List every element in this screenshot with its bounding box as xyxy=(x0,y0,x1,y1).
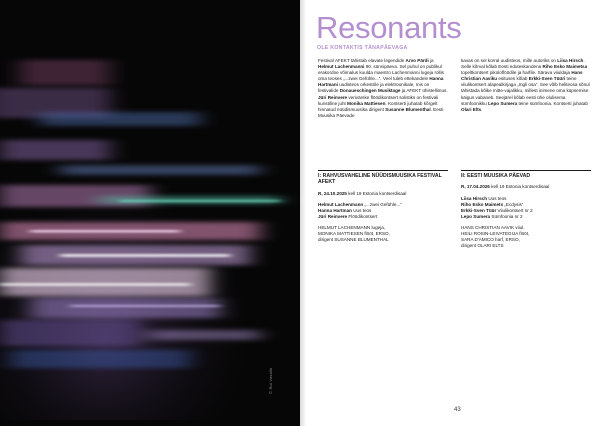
work-title: Sümfoonia nr 2 xyxy=(490,213,523,219)
composer-name: Riho Esko Maimets xyxy=(461,201,504,207)
intro-right-run-text: topeltkontsert pikoloflöödile ja harfile. Särava viiuldaja xyxy=(461,70,572,76)
intro-left-run-name: Monika Mattiesen xyxy=(347,100,386,106)
intro-left-run-name: Donaueschingen Musiktage xyxy=(339,88,401,94)
intro-left-run-text: ja AFEKT ühistellimus. xyxy=(400,88,448,94)
intro-left-run-name: Arvo Pärdi xyxy=(405,58,429,63)
performer-line: dirigent SUSANNE BLUMENTHAL xyxy=(318,237,389,243)
concert-venue: kell 19 Estonia kontserdisaal xyxy=(346,190,407,196)
composer-name: Hanna Hartman xyxy=(318,208,352,213)
intro-right-run-text: teine sümfoonia. Kontserti juhatab xyxy=(517,100,588,106)
composer-name: Lepo Sumera xyxy=(461,213,491,219)
intro-right-run-text: teine viiulikontsert alapealkirjaga „Ingli osa”. See võib heliteosa sõnul tähistada kõike mitte-vajalikku, millest inimene oma küpsemise käigus vabaneb. Seejärel kõlab eesti ühe olulisema sümfoonikku xyxy=(461,76,590,106)
performer-line: MONIKA MATTIESEN flööt, ERSO, xyxy=(318,231,390,237)
performer-line: dirigent OLARI ELTS xyxy=(461,243,504,249)
intro-right-run-name: Liisa Hirsch xyxy=(557,58,584,63)
intro-right-run-name: Olari Elts xyxy=(461,106,482,112)
concert-date: R, 24.10.2025 xyxy=(318,190,347,196)
performer-line: HANS CHRISTIAN AAVIK viiul, xyxy=(461,224,525,230)
performer-line: HELMUT LACHENMANN lugeja, xyxy=(318,225,386,231)
intro-left-run-text: uudisteos orkestrile ja elektroonikale, mis on festivalide xyxy=(318,82,430,94)
composer-name: Liisa Hirsch xyxy=(461,195,488,201)
concert-block-1 xyxy=(318,173,450,243)
work-title: „Ecdysis” xyxy=(503,201,524,207)
photo-credit: © Rui Vasalik xyxy=(268,367,273,394)
article-title: Resonants xyxy=(316,10,462,45)
work-title: „...zwei Gefühle...” xyxy=(363,201,402,207)
work-title: Uus teos xyxy=(351,208,372,213)
intro-left-run-text: . Eesti Muusika Päevade xyxy=(318,106,444,118)
intro-left-run-name: Jüri Reinvere xyxy=(318,94,348,100)
intro-left-run-text: verivärske flöödikontsert solistiks on festivali kunstiline juht xyxy=(318,94,439,106)
intro-left-run-name: Susanne Blumenthal xyxy=(385,106,431,112)
intro-right-run-name: Erkki-Sven Tüüri xyxy=(528,76,566,82)
intro-right-run-name: Riho Esko Maimetsa xyxy=(542,64,588,70)
composer-name: Erkki-Sven Tüür xyxy=(461,207,497,213)
article-subtitle: OLE KONTAKTIS TÄNAPÄEVAGA xyxy=(317,45,408,51)
intro-right-run-name: Hans Christian Aaviku xyxy=(461,70,583,82)
intro-left-run-name: Helmut Lachenmanni xyxy=(318,64,365,70)
concert-heading: I: RAHVUSVAHELINE NÜÜDISMUUSIKA FESTIVAL AFEKT xyxy=(318,173,442,186)
work-title: Viiulikontsert nr 2 xyxy=(496,207,533,213)
intro-column-left xyxy=(318,58,448,119)
concert-heading: II: EESTI MUUSIKA PÄEVAD xyxy=(461,173,531,179)
intro-left-run-name: Hanna Hartmani xyxy=(318,76,444,88)
article-page xyxy=(306,0,600,426)
intro-right-run-text: . Selle kõrval kõlab Eesti eduteskandena xyxy=(461,58,585,70)
intro-left-run-text: Festival AFEKT tähistab elavate legendide xyxy=(318,58,406,63)
intro-left-run-text: ja xyxy=(428,58,434,63)
concert-1-divider xyxy=(318,170,448,171)
intro-left-run-text: . Kontserti juhatab kõrgelt hinnatud nüüdismuusika dirigent xyxy=(318,100,438,112)
intro-right-run-name: Lepo Sumera xyxy=(488,100,518,106)
concert-venue: kell 19 Estonia kontserdisaal xyxy=(489,184,550,190)
work-title: Uus teos xyxy=(487,195,507,201)
page-number: 43 xyxy=(454,407,461,413)
concert-block-2 xyxy=(461,173,593,249)
composer-name: Jüri Reinvere xyxy=(318,214,348,220)
performer-line: SARA D'AMICO harf, ERSO, xyxy=(461,237,520,243)
intro-right-run-text: kavas on sel korral uudisteos, mille autoriks on xyxy=(461,58,558,63)
performer-line: HEILI ROSIN-LEIVATEGIJA flööt, xyxy=(461,230,530,236)
intro-right-run-text: . xyxy=(481,106,483,112)
concert-2-divider xyxy=(461,170,591,171)
intro-right-run-text: esituses kõlab xyxy=(497,76,529,82)
intro-column-right xyxy=(461,58,591,113)
work-title: Flöödikontsert xyxy=(347,214,378,220)
concert-date: R, 17.04.2026 xyxy=(461,184,490,190)
intro-left-run-text: 90. sünnipäeva. Sel puhul on publikul erakordne võimalus kuulda maestro Lachenmanni lugeja rollis oma teoses „...zwei Gefühle...”. Veel tuleb ettekandele xyxy=(318,64,444,82)
composer-name: Helmut Lachenmann xyxy=(318,201,364,207)
